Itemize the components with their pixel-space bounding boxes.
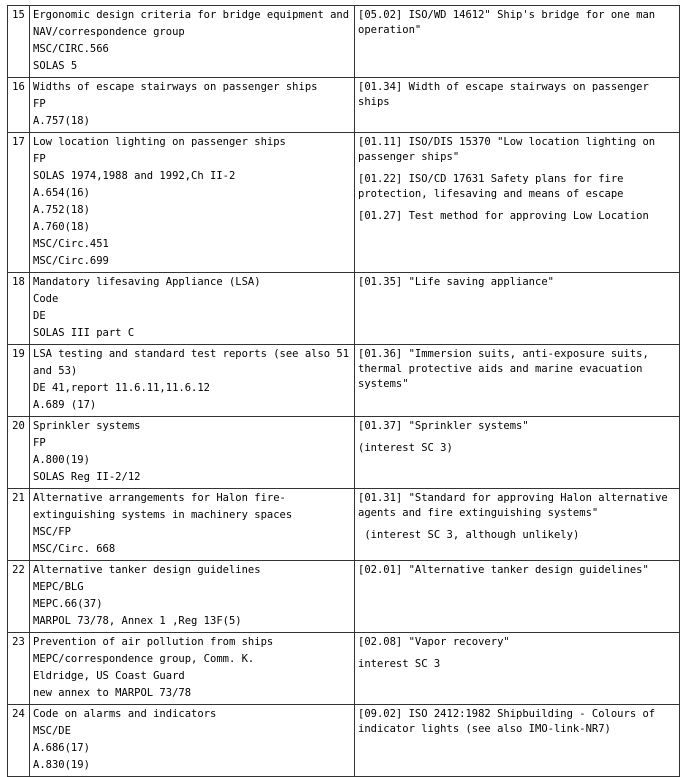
item-description-cell bbox=[30, 345, 355, 417]
reference-entry: [01.31] "Standard for approving Halon alternative agents and fire extinguishing systems" bbox=[358, 492, 675, 519]
reference-entry: interest SC 3 bbox=[358, 658, 441, 670]
description-line: Sprinkler systems bbox=[33, 420, 141, 432]
reference-entry: (interest SC 3) bbox=[358, 442, 453, 454]
row-number bbox=[8, 561, 30, 633]
reference-cell bbox=[355, 705, 680, 777]
description-line: Ergonomic design criteria for bridge equipment and NAV/correspondence group bbox=[33, 9, 356, 38]
reference-entry: [01.36] "Immersion suits, anti-exposure suits, thermal protective aids and marine evacuation systems" bbox=[358, 348, 656, 390]
reference-entry: (interest SC 3, although unlikely) bbox=[358, 529, 580, 541]
description-line: Alternative tanker design guidelines bbox=[33, 564, 261, 576]
row-number-text: 16 bbox=[12, 81, 25, 93]
description-line: MSC/CIRC.566 bbox=[33, 43, 109, 55]
table-row bbox=[8, 345, 680, 417]
description-line: Mandatory lifesaving Appliance (LSA) bbox=[33, 276, 261, 288]
table-row bbox=[8, 489, 680, 561]
item-description-cell bbox=[30, 633, 355, 705]
requirements-table bbox=[7, 5, 680, 777]
reference-cell bbox=[355, 489, 680, 561]
description-line: MSC/Circ. 668 bbox=[33, 543, 116, 555]
description-line: Alternative arrangements for Halon fire-extinguishing systems in machinery spaces bbox=[33, 492, 293, 521]
row-number-text: 24 bbox=[12, 708, 25, 720]
description-line: MSC/Circ.699 bbox=[33, 255, 109, 267]
item-description-cell bbox=[30, 78, 355, 133]
description-line: Prevention of air pollution from ships bbox=[33, 636, 274, 648]
reference-cell bbox=[355, 78, 680, 133]
item-description-cell bbox=[30, 705, 355, 777]
item-description-cell bbox=[30, 273, 355, 345]
reference-cell bbox=[355, 133, 680, 273]
row-number bbox=[8, 133, 30, 273]
description-line: LSA testing and standard test reports (see also 51 and 53) bbox=[33, 348, 356, 377]
description-line: A.752(18) bbox=[33, 204, 90, 216]
item-description-cell bbox=[30, 6, 355, 78]
item-description-cell bbox=[30, 489, 355, 561]
reference-entry: [02.01] "Alternative tanker design guidelines" bbox=[358, 564, 649, 576]
table-row bbox=[8, 6, 680, 78]
description-line: A.760(18) bbox=[33, 221, 90, 233]
description-line: MEPC/correspondence group, Comm. K. bbox=[33, 653, 255, 665]
description-line: A.689 (17) bbox=[33, 399, 97, 411]
row-number bbox=[8, 489, 30, 561]
row-number-text: 15 bbox=[12, 9, 25, 21]
description-line: MSC/Circ.451 bbox=[33, 238, 109, 250]
item-description-cell bbox=[30, 561, 355, 633]
row-number-text: 21 bbox=[12, 492, 25, 504]
description-line: Code on alarms and indicators bbox=[33, 708, 217, 720]
reference-cell bbox=[355, 561, 680, 633]
description-line: MARPOL 73/78, Annex 1 ,Reg 13F(5) bbox=[33, 615, 242, 627]
reference-cell bbox=[355, 6, 680, 78]
row-number bbox=[8, 345, 30, 417]
table-row bbox=[8, 273, 680, 345]
description-line: Code bbox=[33, 293, 59, 305]
row-number-text: 22 bbox=[12, 564, 25, 576]
description-line: MEPC/BLG bbox=[33, 581, 84, 593]
table-row bbox=[8, 561, 680, 633]
description-line: A.757(18) bbox=[33, 115, 90, 127]
row-number bbox=[8, 705, 30, 777]
table-row bbox=[8, 417, 680, 489]
description-line: A.830(19) bbox=[33, 759, 90, 771]
table-body bbox=[8, 6, 680, 777]
reference-entry: [01.35] "Life saving appliance" bbox=[358, 276, 554, 288]
table-row bbox=[8, 133, 680, 273]
row-number-text: 17 bbox=[12, 136, 25, 148]
reference-entry: [01.37] "Sprinkler systems" bbox=[358, 420, 529, 432]
reference-entry: [05.02] ISO/WD 14612" Ship's bridge for one man operation" bbox=[358, 9, 662, 36]
description-line: MSC/DE bbox=[33, 725, 71, 737]
row-number bbox=[8, 6, 30, 78]
item-description-cell bbox=[30, 133, 355, 273]
reference-entry: [09.02] ISO 2412:1982 Shipbuilding - Colours of indicator lights (see also IMO-link-NR7) bbox=[358, 708, 662, 735]
description-line: SOLAS 5 bbox=[33, 60, 78, 72]
row-number bbox=[8, 273, 30, 345]
row-number-text: 19 bbox=[12, 348, 25, 360]
table-row bbox=[8, 633, 680, 705]
reference-cell bbox=[355, 273, 680, 345]
description-line: SOLAS Reg II-2/12 bbox=[33, 471, 141, 483]
reference-entry: [02.08] "Vapor recovery" bbox=[358, 636, 510, 648]
row-number-text: 23 bbox=[12, 636, 25, 648]
row-number-text: 20 bbox=[12, 420, 25, 432]
description-line: FP bbox=[33, 98, 46, 110]
row-number bbox=[8, 417, 30, 489]
description-line: DE 41,report 11.6.11,11.6.12 bbox=[33, 382, 211, 394]
reference-cell bbox=[355, 345, 680, 417]
description-line: MEPC.66(37) bbox=[33, 598, 103, 610]
description-line: Eldridge, US Coast Guard bbox=[33, 670, 185, 682]
table-row bbox=[8, 78, 680, 133]
table-row bbox=[8, 705, 680, 777]
item-description-cell bbox=[30, 417, 355, 489]
reference-cell bbox=[355, 633, 680, 705]
description-line: new annex to MARPOL 73/78 bbox=[33, 687, 192, 699]
description-line: SOLAS III part C bbox=[33, 327, 135, 339]
row-number bbox=[8, 633, 30, 705]
reference-entry: [01.11] ISO/DIS 15370 "Low location lighting on passenger ships" bbox=[358, 136, 662, 163]
description-line: FP bbox=[33, 153, 46, 165]
description-line: A.800(19) bbox=[33, 454, 90, 466]
reference-entry: [01.22] ISO/CD 17631 Safety plans for fire protection, lifesaving and means of escape bbox=[358, 173, 630, 200]
description-line: A.686(17) bbox=[33, 742, 90, 754]
description-line: Widths of escape stairways on passenger ships bbox=[33, 81, 318, 93]
description-line: MSC/FP bbox=[33, 526, 71, 538]
description-line: FP bbox=[33, 437, 46, 449]
description-line: Low location lighting on passenger ships bbox=[33, 136, 286, 148]
reference-entry: [01.27] Test method for approving Low Location bbox=[358, 210, 649, 222]
description-line: A.654(16) bbox=[33, 187, 90, 199]
reference-cell bbox=[355, 417, 680, 489]
row-number bbox=[8, 78, 30, 133]
row-number-text: 18 bbox=[12, 276, 25, 288]
description-line: SOLAS 1974,1988 and 1992,Ch II-2 bbox=[33, 170, 236, 182]
description-line: DE bbox=[33, 310, 46, 322]
reference-entry: [01.34] Width of escape stairways on passenger ships bbox=[358, 81, 656, 108]
